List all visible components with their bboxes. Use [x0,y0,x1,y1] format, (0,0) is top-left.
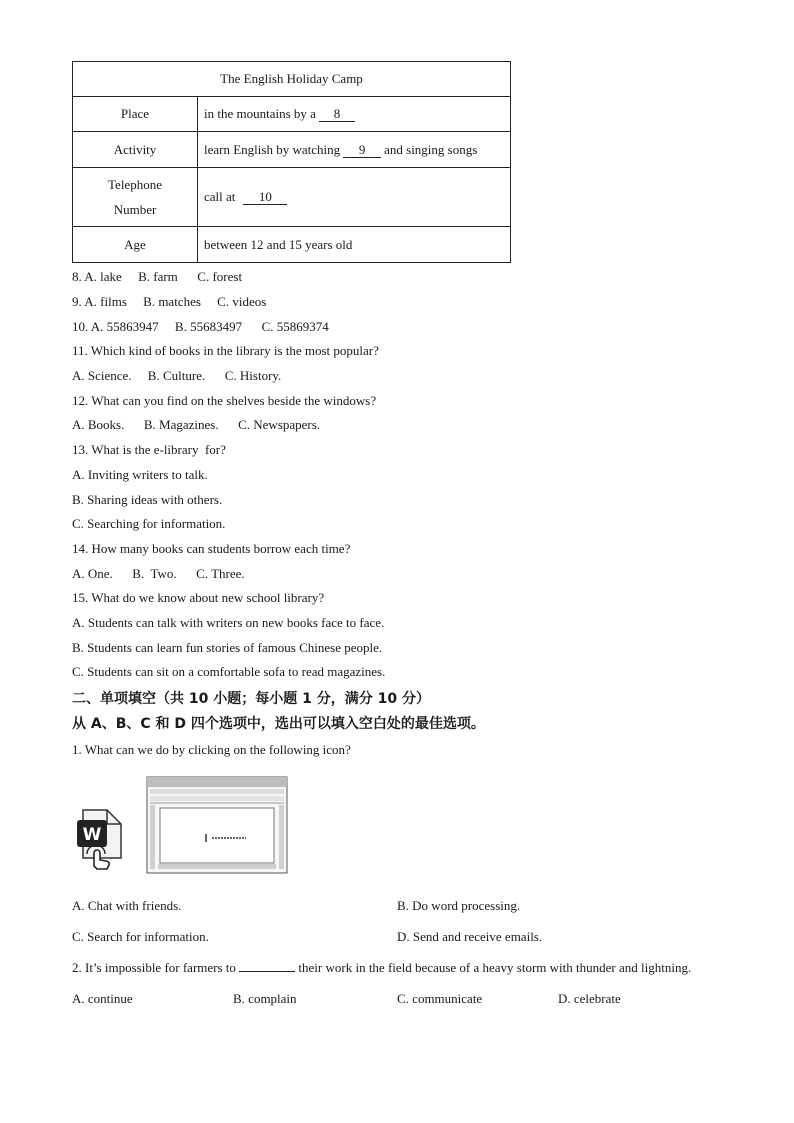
q15-option-b: B. Students can learn fun stories of famous Chinese people. [72,640,383,655]
section-heading: 二、单项填空（共 10 小题；每小题 1 分，满分 10 分） [72,691,430,707]
row-value [198,168,511,227]
q13-option-b: B. Sharing ideas with others. [72,492,223,507]
q12-options: A. Books. B. Magazines. C. Newspapers. [72,417,321,432]
row-value [198,97,511,132]
q13-stem: 13. What is the e-library for? [72,442,226,457]
q1-option-c: C. Search for information. [72,929,209,944]
icon-letter: W [82,825,102,845]
label-line: Telephone [108,177,162,192]
q1-option-b: B. Do word processing. [397,898,521,913]
q9-options: 9. A. films B. matches C. videos [72,294,267,309]
label-line: Number [113,202,157,217]
q2-option-c: C. communicate [397,991,483,1006]
table-row [73,132,511,168]
q2-stem-pre: 2. It’s impossible for farmers to [72,960,236,975]
q13-option-a: A. Inviting writers to talk. [72,467,208,482]
q13-option-c: C. Searching for information. [72,516,226,531]
row-label: Age [73,227,198,263]
q1-stem: 1. What can we do by clicking on the following icon? [72,742,351,757]
table-row [73,227,511,263]
q11-stem: 11. Which kind of books in the library is the most popular? [72,343,379,358]
holiday-camp-table [72,61,511,263]
word-document-icon [75,808,123,870]
table-row [73,168,511,227]
q2-option-a: A. continue [72,991,133,1006]
row-value: between 12 and 15 years old [198,227,511,263]
answer-blank [239,960,295,972]
q2-option-b: B. complain [233,991,297,1006]
q2-stem [72,960,691,976]
q14-stem: 14. How many books can students borrow each time? [72,541,351,556]
q14-options: A. One. B. Two. C. Three. [72,566,245,581]
answer-blank: 9 [343,143,381,158]
q10-options: 10. A. 55863947 B. 55683497 C. 55869374 [72,319,329,334]
q1-option-d: D. Send and receive emails. [397,929,543,944]
answer-blank: 10 [243,190,287,205]
q11-options: A. Science. B. Culture. C. History. [72,368,282,383]
q2-stem-post: their work in the field because of a heavy storm with thunder and lightning. [298,960,692,975]
row-text: call at [204,189,236,204]
q2-option-d: D. celebrate [558,991,621,1006]
table-title: The English Holiday Camp [73,62,511,97]
section-instruction: 从 A、B、C 和 D 四个选项中，选出可以填入空白处的最佳选项。 [72,716,485,732]
q1-option-a: A. Chat with friends. [72,898,182,913]
row-label [73,168,198,227]
q15-option-c: C. Students can sit on a comfortable sofa to read magazines. [72,664,386,679]
row-value [198,132,511,168]
answer-blank: 8 [319,107,355,122]
row-text: in the mountains by a [204,106,316,121]
q8-options: 8. A. lake B. farm C. forest [72,269,243,284]
q15-option-a: A. Students can talk with writers on new books face to face. [72,615,385,630]
row-text-post: and singing songs [384,141,478,157]
table-row [73,97,511,132]
q15-stem: 15. What do we know about new school library? [72,590,325,605]
row-text: learn English by watching [204,141,341,157]
row-label: Activity [73,132,198,168]
row-label: Place [73,97,198,132]
q12-stem: 12. What can you find on the shelves beside the windows? [72,393,377,408]
word-processor-screenshot [146,776,288,874]
